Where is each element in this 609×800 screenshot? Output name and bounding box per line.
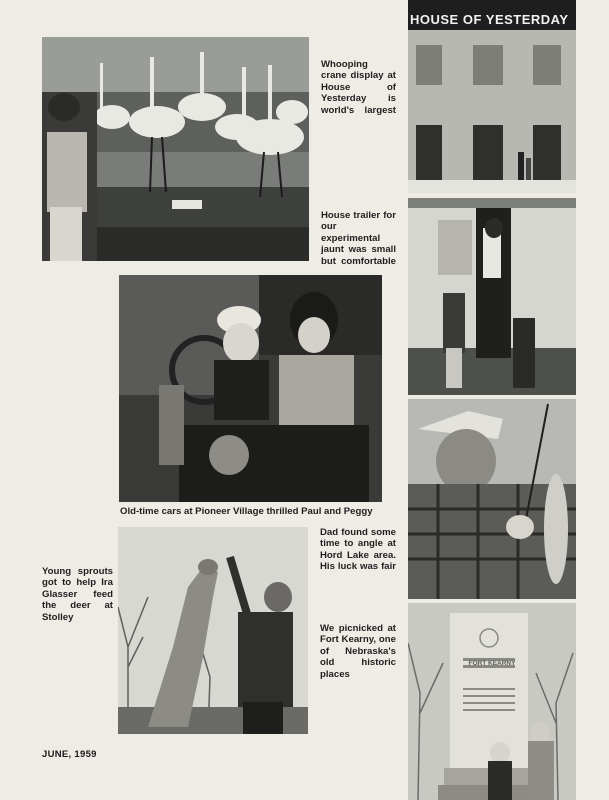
caption-house-trailer: House trailer for our experimental jaunt was small but comfortable <box>321 210 396 267</box>
photo-deer-feeding <box>118 527 308 734</box>
photo-fort-kearny-monument <box>408 603 576 800</box>
photo-fishing-dad <box>408 399 576 599</box>
photo-old-time-cars <box>119 275 382 502</box>
photo-whooping-cranes <box>42 37 309 261</box>
caption-old-time-cars: Old-time cars at Pioneer Village thrilled Paul and Peggy <box>120 506 373 517</box>
house-sign-text: HOUSE OF YESTERDAY <box>410 12 569 27</box>
monument-inscription: FORT KEARNY <box>468 660 516 667</box>
photo-house-of-yesterday <box>408 0 576 193</box>
issue-date-footer: JUNE, 1959 <box>42 749 97 760</box>
caption-deer-feeding: Young sprouts got to help Ira Glasser feed the deer at Stolley <box>42 566 113 623</box>
caption-whooping-cranes: Whooping crane display at House of Yesterday is world's largest <box>321 59 396 116</box>
photo-house-trailer <box>408 198 576 395</box>
caption-fishing: Dad found some time to angle at Hord Lake area. His luck was fair <box>320 527 396 573</box>
caption-fort-kearny: We picnicked at Fort Kearny, one of Nebraska's old historic places <box>320 623 396 680</box>
